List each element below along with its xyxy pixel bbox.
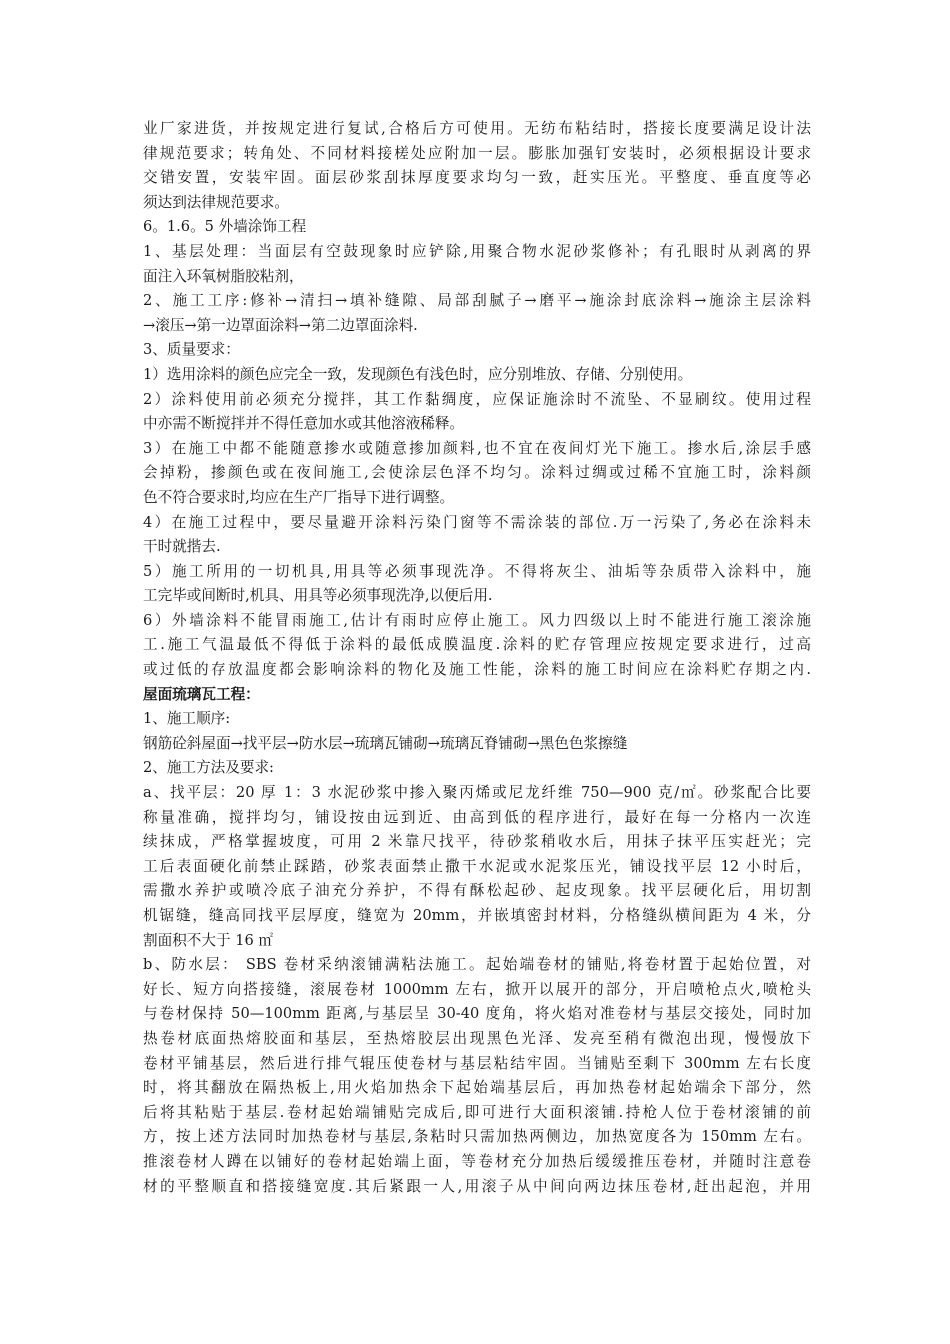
text-line: 5）施工所用的一切机具,用具等必须事现洗净。不得将灰尘、油垢等杂质带入涂料中，施 bbox=[143, 562, 811, 580]
text-line: 工后表面硬化前禁止踩踏，砂浆表面禁止撒干水泥或水泥浆压光，铺设找平层 12 小时后， bbox=[143, 857, 811, 875]
text-line: 方，按上述方法同时加热卷材与基层,条粘时只需加热两侧边，加热宽度各为 150mm 左右。 bbox=[143, 1128, 811, 1146]
text-line: 2）涂料使用前必须充分搅拌，其工作黏绸度，应保证施涂时不流坠、不显刷纹。使用过程 bbox=[143, 390, 811, 408]
text-line: 业厂家进货，并按规定进行复试,合格后方可使用。无纺布粘结时，搭接长度要满足设计法 bbox=[143, 120, 811, 137]
text-line: 律规范要求；转角处、不同材料接槎处应附加一层。膨胀加强钉安装时，必须根据设计要求 bbox=[143, 144, 811, 162]
text-line: 6。1.6。5 外墙涂饰工程 bbox=[143, 218, 307, 236]
text-line: 推滚卷材人蹲在以铺好的卷材起始端上面，等卷材充分加热后缓缓推压卷材，并随时注意卷 bbox=[143, 1152, 811, 1170]
text-line: 色不符合要求时,均应在生产厂指导下进行调整。 bbox=[143, 488, 455, 506]
text-line: 时，将其翻放在隔热板上,用火焰加热余下起始端基层后，再加热卷材起始端余下部分，然 bbox=[143, 1079, 811, 1097]
text-line: →滚压→第一边罩面涂料→第二边罩面涂料. bbox=[143, 316, 418, 334]
text-line: 4）在施工过程中，要尽量避开涂料污染门窗等不需涂装的部位.万一污染了,务必在涂料未 bbox=[143, 513, 811, 531]
text-line: 2、施工工序:修补→清扫→填补缝隙、局部刮腻子→磨平→施涂封底涂料→施涂主层涂料 bbox=[143, 292, 811, 310]
text-line: 后将其粘贴于基层.卷材起始端铺贴完成后,即可进行大面积滚铺.持枪人位于卷材滚铺的前 bbox=[143, 1103, 811, 1121]
section-heading: 屋面琉璃瓦工程： bbox=[143, 685, 260, 703]
text-line: 好长、短方向搭接缝，滚展卷材 1000mm 左右，掀开以展开的部分，开启喷枪点火,喷枪头 bbox=[143, 980, 811, 998]
text-line: 1、施工顺序: bbox=[143, 710, 231, 728]
text-line: 机锯缝，缝高同找平层厚度，缝宽为 20mm，并嵌填密封材料，分格缝纵横间距为 4 米，分 bbox=[143, 907, 811, 924]
text-line: 3）在施工中都不能随意掺水或随意掺加颜料,也不宜在夜间灯光下施工。掺水后,涂层手感 bbox=[143, 439, 811, 457]
text-line: 或过低的存放温度都会影响涂料的物化及施工性能，涂料的施工时间应在涂料贮存期之内. bbox=[143, 661, 811, 679]
text-line: 割面积不大于 16 ㎡ bbox=[143, 931, 274, 949]
text-line: 1）选用涂料的颜色应完全一致，发现颜色有浅色时，应分别堆放、存储、分别使用。 bbox=[143, 365, 693, 383]
text-line: 称量准确，搅拌均匀，铺设按由远到近、由高到低的程序进行，最好在每一分格内一次连 bbox=[143, 808, 811, 826]
text-line: 须达到法律规范要求。 bbox=[143, 193, 289, 211]
text-line: 卷材平铺基层，然后进行排气辊压使卷材与基层粘结牢固。当铺贴至剩下 300mm 左右长度 bbox=[143, 1054, 811, 1072]
text-line: a、找平层：20 厚 1：3 水泥砂浆中掺入聚丙烯或尼龙纤维 750—900 克/㎡。砂浆配合比要 bbox=[143, 784, 811, 802]
text-line: 2、施工方法及要求: bbox=[143, 759, 274, 777]
text-line: 3、质量要求： bbox=[143, 341, 240, 359]
document-page bbox=[143, 117, 811, 1199]
text-line: 面注入环氧树脂胶粘剂， bbox=[143, 267, 304, 285]
text-line: 干时就揩去. bbox=[143, 538, 221, 556]
text-line: 需撒水养护或喷冷底子油充分养护，不得有酥松起砂、起皮现象。找平层硬化后，用切割 bbox=[143, 882, 811, 900]
text-line: 与卷材保持 50—100mm 距离,与基层呈 30-40 度角，将火焰对准卷材与基层交接处，同时加 bbox=[143, 1005, 811, 1023]
text-line: 会掉粉，掺颜色或在夜间施工,会使涂层色泽不均匀。涂料过绸或过稀不宜施工时，涂料颜 bbox=[143, 464, 811, 482]
text-line: 材的平整顺直和搭接缝宽度.其后紧跟一人,用滚子从中间向两边抹压卷材,赶出起泡，并用 bbox=[143, 1177, 811, 1195]
text-line: 工完毕或间断时,机具、用具等必须事现洗净,以便后用. bbox=[143, 587, 493, 605]
text-line: 中亦需不断搅拌并不得任意加水或其他溶液稀释。 bbox=[143, 415, 465, 433]
text-line: b、防水层： SBS 卷材采纳滚铺满粘法施工。起始端卷材的铺贴,将卷材置于起始位置，对 bbox=[143, 956, 811, 974]
text-line: 续抹成，严格掌握坡度，可用 2 米靠尺找平，待砂浆稍收水后，用抹子抹平压实赶光；完 bbox=[143, 833, 811, 851]
text-line: 钢筋砼斜屋面→找平层→防水层→琉璃瓦铺砌→琉璃瓦脊铺砌→黑色色浆擦缝 bbox=[143, 734, 628, 752]
text-line: 6）外墙涂料不能冒雨施工,估计有雨时应停止施工。风力四级以上时不能进行施工滚涂施 bbox=[143, 611, 811, 629]
text-line: 热卷材底面热熔胶面和基层，至热熔胶层出现黑色光泽、发亮至稍有微泡出现，慢慢放下 bbox=[143, 1029, 811, 1047]
text-line: 工.施工气温最低不得低于涂料的最低成膜温度.涂料的贮存管理应按规定要求进行，过高 bbox=[143, 636, 811, 654]
text-line: 1、基层处理：当面层有空鼓现象时应铲除,用聚合物水泥砂浆修补；有孔眼时从剥离的界 bbox=[143, 242, 811, 260]
text-line: 交错安置，安装牢固。面层砂浆刮抹厚度要求均匀一致，赶实压光。平整度、垂直度等必 bbox=[143, 169, 811, 187]
